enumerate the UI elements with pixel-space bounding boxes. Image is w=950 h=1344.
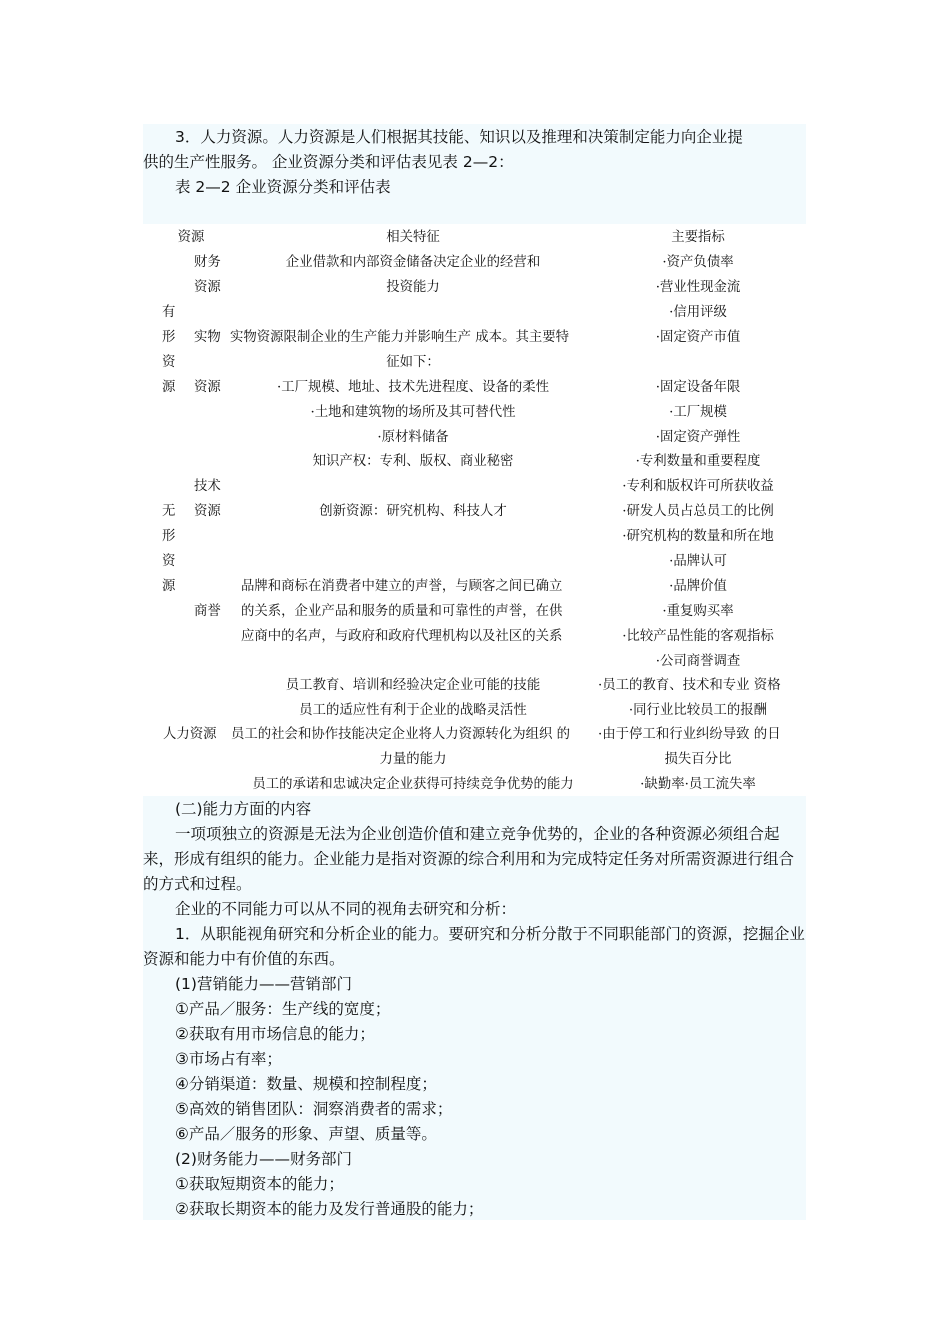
category-financial-2: 资源: [194, 280, 221, 295]
indicator-item: ·品牌价值: [669, 579, 727, 594]
body-paragraph: 1．从职能视角研究和分析企业的能力。要研究和分析分散于不同职能部门的资源，挖掘企业资源和能力中有价值的东西。: [143, 925, 805, 968]
indicator-item: ·比较产品性能的客观指标: [622, 629, 774, 644]
indicator-item: ·研发人员占总员工的比例: [622, 504, 774, 519]
indicator-item: ·员工的教育、技术和专业 资格: [598, 678, 781, 693]
group-intangible: 无形资源: [162, 504, 176, 594]
feature-line: 征如下：: [386, 355, 440, 370]
indicator-item: ·资产负债率: [662, 255, 734, 270]
indicator-item: ·由于停工和行业纠纷导致 的日: [598, 727, 781, 742]
body-paragraph: 企业的不同能力可以从不同的视角去研究和分析：: [175, 900, 517, 918]
intro-paragraph: 3．人力资源。人力资源是人们根据其技能、知识以及推理和决策制定能力向企业提: [175, 128, 743, 146]
indicator-item: ·固定资产弹性: [655, 430, 741, 445]
category-reputation: 商誉: [194, 604, 221, 619]
list-item: ③市场占有率；: [175, 1050, 282, 1068]
category-physical-2: 资源: [194, 380, 221, 395]
feature-line: 知识产权：专利、版权、商业秘密: [312, 454, 514, 469]
indicator-item: ·工厂规模: [669, 405, 727, 420]
indicator-item: ·公司商誉调查: [655, 654, 741, 669]
feature-line: ·土地和建筑物的场所及其可替代性: [310, 405, 516, 420]
finance-title: (2)财务能力——财务部门: [175, 1150, 352, 1168]
table-caption: 表 2—2 企业资源分类和评估表: [175, 178, 391, 196]
group-tangible: 有形资源: [162, 305, 176, 395]
body-paragraph: 一项项独立的资源是无法为企业创造价值和建立竞争优势的，企业的各种资源必须组合起来，形成有组织的能力。企业能力是指对资源的综合利用和为完成特定任务对所需资源进行组合的方式和过程。: [143, 825, 795, 893]
list-item: ②获取长期资本的能力及发行普通股的能力；: [175, 1200, 484, 1218]
feature-line: 创新资源：研究机构、科技人才: [319, 504, 507, 519]
marketing-title: (1)营销能力——营销部门: [175, 975, 352, 993]
feature-line: 实物资源限制企业的生产能力并影响生产 成本。其主要特: [230, 330, 570, 345]
feature-line: 投资能力: [386, 280, 440, 295]
list-item: ①产品／服务：生产线的宽度；: [175, 1000, 391, 1018]
feature-line: 员工的适应性有利于企业的战略灵活性: [299, 703, 527, 718]
list-item: ②获取有用市场信息的能力；: [175, 1025, 375, 1043]
category-tech: 技术: [194, 479, 221, 494]
feature-line: 员工的承诺和忠诚决定企业获得可持续竞争优势的能力: [252, 777, 574, 792]
intro-paragraph-cont: 供的生产性服务。 企业资源分类和评估表见表 2—2：: [143, 153, 514, 171]
list-item: ⑤高效的销售团队：洞察消费者的需求；: [175, 1100, 453, 1118]
list-item: ④分销渠道：数量、规模和控制程度；: [175, 1075, 437, 1093]
feature-line: 力量的能力: [379, 752, 447, 767]
indicator-item: 损失百分比: [664, 752, 732, 767]
indicator-item: ·缺勤率·员工流失率: [640, 777, 756, 792]
category-tech-2: 资源: [194, 504, 221, 519]
indicator-item: ·品牌认可: [669, 554, 727, 569]
header-resource: 资源: [177, 230, 205, 245]
group-human: 人力资源: [163, 727, 217, 742]
feature-line: 员工教育、培训和经验决定企业可能的技能: [285, 678, 541, 693]
header-features: 相关特征: [386, 230, 440, 245]
indicator-item: ·专利和版权许可所获收益: [622, 479, 774, 494]
indicator-item: ·固定设备年限: [655, 380, 741, 395]
indicator-item: ·营业性现金流: [655, 280, 741, 295]
feature-line: ·工厂规模、地址、技术先进程度、设备的柔性: [276, 380, 550, 395]
feature-line: 的关系，企业产品和服务的质量和可靠性的声誉，在供: [241, 604, 563, 619]
indicator-item: ·信用评级: [669, 305, 727, 320]
feature-line: 品牌和商标在消费者中建立的声誉，与顾客之间已确立: [241, 579, 563, 594]
header-indicators: 主要指标: [671, 230, 725, 245]
feature-line: 应商中的名声，与政府和政府代理机构以及社区的关系: [241, 629, 563, 644]
list-item: ⑥产品／服务的形象、声望、质量等。: [175, 1125, 437, 1143]
list-item: ①获取短期资本的能力；: [175, 1175, 344, 1193]
indicator-item: ·专利数量和重要程度: [635, 454, 761, 469]
indicator-item: ·研究机构的数量和所在地: [622, 529, 774, 544]
feature-line: 企业借款和内部资金储备决定企业的经营和: [285, 255, 541, 270]
indicator-item: ·固定资产市值: [655, 330, 741, 345]
category-financial: 财务: [194, 255, 221, 270]
section-title: (二)能力方面的内容: [175, 800, 312, 818]
indicator-item: ·同行业比较员工的报酬: [628, 703, 768, 718]
feature-line: 员工的社会和协作技能决定企业将人力资源转化为组织 的: [231, 727, 571, 742]
feature-line: ·原材料储备: [377, 430, 449, 445]
category-physical: 实物: [194, 330, 221, 345]
indicator-item: ·重复购买率: [662, 604, 734, 619]
